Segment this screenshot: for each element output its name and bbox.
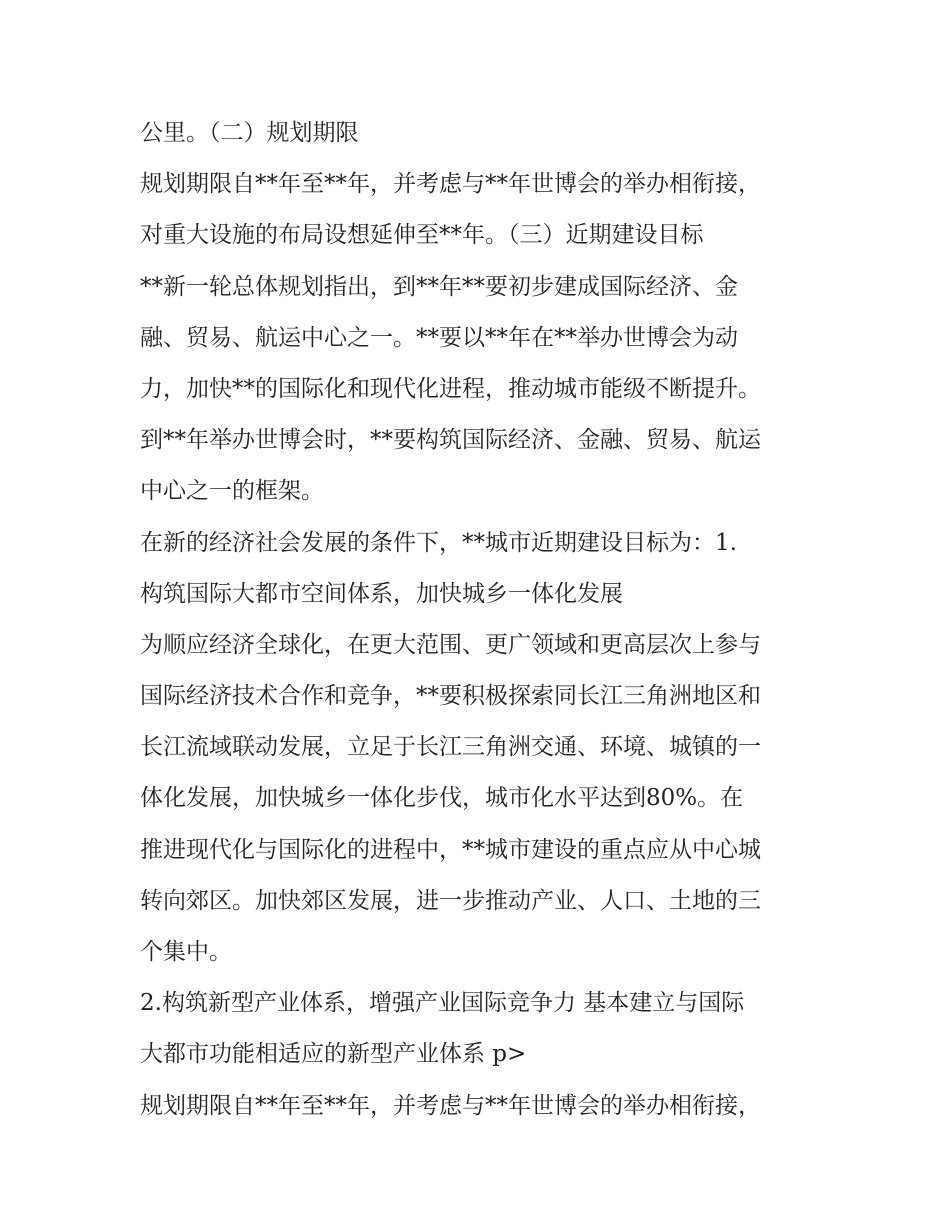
text-line: 大都市功能相适应的新型产业体系 p> xyxy=(140,1041,527,1068)
text-line: 公里。（二）规划期限 xyxy=(140,120,359,146)
text-line: 2.构筑新型产业体系，增强产业国际竞争力 基本建立与国际 xyxy=(140,990,745,1017)
text-line: 规划期限自**年至**年，并考虑与**年世博会的举办相衔接， xyxy=(140,1092,761,1119)
text-line: 构筑国际大都市空间体系，加快城乡一体化发展 xyxy=(140,580,623,607)
text-line: 长江流域联动发展，立足于长江三角洲交通、环境、城镇的一 xyxy=(140,734,761,761)
text-line: 国际经济技术合作和竞争，**要积极探索同长江三角洲地区和 xyxy=(140,683,761,710)
text-line: 中心之一的框架。 xyxy=(140,478,324,505)
text-line: 体化发展，加快城乡一体化步伐，城市化水平达到80%。在 xyxy=(140,785,744,812)
text-line: 到**年举办世博会时，**要构筑国际经济、金融、贸易、航运 xyxy=(140,427,761,454)
text-line: 个集中。 xyxy=(140,939,232,965)
text-line: 在新的经济社会发展的条件下，**城市近期建设目标为：1. xyxy=(140,529,737,556)
document-body xyxy=(140,108,830,1132)
text-line: 推进现代化与国际化的进程中，**城市建设的重点应从中心城 xyxy=(140,836,761,863)
text-line: **新一轮总体规划指出，到**年**要初步建成国际经济、金 xyxy=(140,273,738,300)
text-line: 规划期限自**年至**年，并考虑与**年世博会的举办相衔接， xyxy=(140,171,761,198)
text-line: 对重大设施的布局设想延伸至**年。（三）近期建设目标 xyxy=(140,222,704,249)
text-line: 转向郊区。加快郊区发展，进一步推动产业、人口、土地的三 xyxy=(140,887,761,914)
text-line: 为顺应经济全球化，在更大范围、更广领域和更高层次上参与 xyxy=(140,631,761,658)
text-line: 融、贸易、航运中心之一。**要以**年在**举办世博会为动 xyxy=(140,324,738,351)
text-line: 力，加快**的国际化和现代化进程，推动城市能级不断提升。 xyxy=(140,375,761,402)
